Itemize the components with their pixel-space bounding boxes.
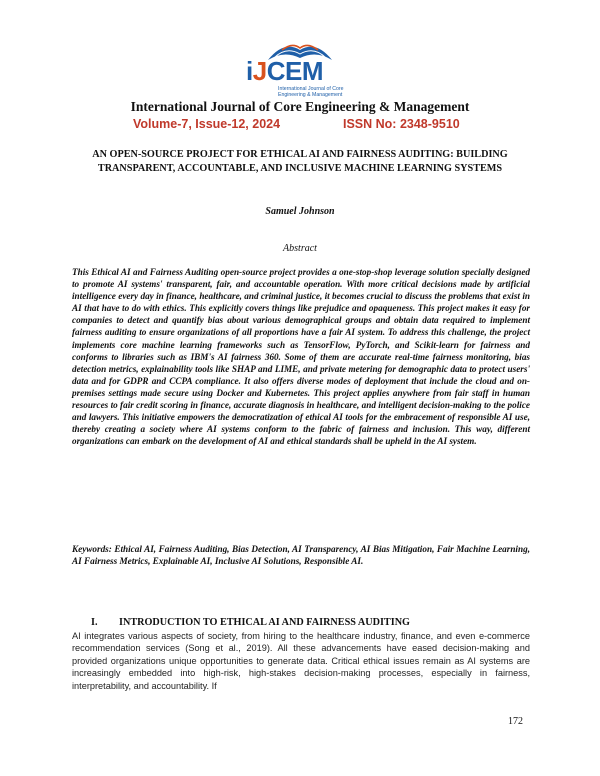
section-title: INTRODUCTION TO ETHICAL AI AND FAIRNESS AUDITING [119,617,410,628]
page-number: 172 [508,716,523,727]
keywords: Keywords: Ethical AI, Fairness Auditing, Bias Detection, AI Transparency, AI Bias Mitigation, Fair Machine Learning, AI Fairness Metrics, Explainable AI, Inclusive AI Solutions, Responsible AI. [72,544,530,567]
section-heading [91,617,410,628]
section-body: AI integrates various aspects of society, from hiring to the healthcare industry, finance, and even e-commerce recommendation services (Song et al., 2019). All these advancements have eased decision-making and provided organizations unique opportunities to generate data. Critical ethical issues remain as AI systems are increasingly embedded into high-risk, high-stakes decision-making processes, especially in fairness, interpretability, and accountability. If [72,631,530,691]
issn-number: ISSN No: 2348-9510 [343,117,460,131]
article-author: Samuel Johnson [265,206,335,217]
volume-issue: Volume-7, Issue-12, 2024 [133,117,281,131]
section-number: I. [91,617,98,628]
journal-name: International Journal of Core Engineering & Management [130,99,470,114]
article-title: AN OPEN-SOURCE PROJECT FOR ETHICAL AI AND FAIRNESS AUDITING: BUILDING TRANSPARENT, ACCOUNTABLE, AND INCLUSIVE MACHINE LEARNING SYSTEMS [92,149,508,174]
logo-subtitle: International Journal of Core Engineering & Management [278,86,344,98]
abstract-text: This Ethical AI and Fairness Auditing open-source project provides a one-stop-shop leverage solution specially designed to promote AI systems' transparent, fair, and accountable operation. With more critical decisions made by artificial intelligence every day in finance, healthcare, and criminal justice, it becomes crucial to discuss the problems that exist in AI that have to do with ethics. This explicitly covers things like prejudice and opaqueness. This project makes it easy for companies to detect and quantify bias about various demographical groups and obtain data required to implement fairness auditing to ensure organizations of all proportions have a fair AI system. To address this challenge, the project implements core machine learning frameworks such as TensorFlow, PyTorch, and Scikit-learn for fairness and conforms to libraries such as IBM's AI fairness 360. Some of them are accurate real-time fairness monitoring, bias detection metrics, explainability tools like SHAP and LIME, and private metering for demographic data to protect users' data and for GDPR and CCPA compliance. It also offers diverse modes of deployment that include the cloud and on-premises settings made secure using Docker and Kubernetes. This project applies anywhere from fair staff in human resources to fair credit scoring in finance, accurate diagnosis in healthcare, and intelligent decision-making to the police and lawyers. This initiative empowers the democratization of ethical AI tools for the embracement of responsible AI use, thereby creating a society where AI systems conform to the fabric of fairness and inclusion. This way, different organizations can embark on the development of AI and ethical standards shall be upheld in the AI system. [72,267,530,447]
logo-wordmark: iJCEM [246,56,323,86]
journal-logo [238,36,364,98]
abstract-heading: Abstract [283,243,317,254]
